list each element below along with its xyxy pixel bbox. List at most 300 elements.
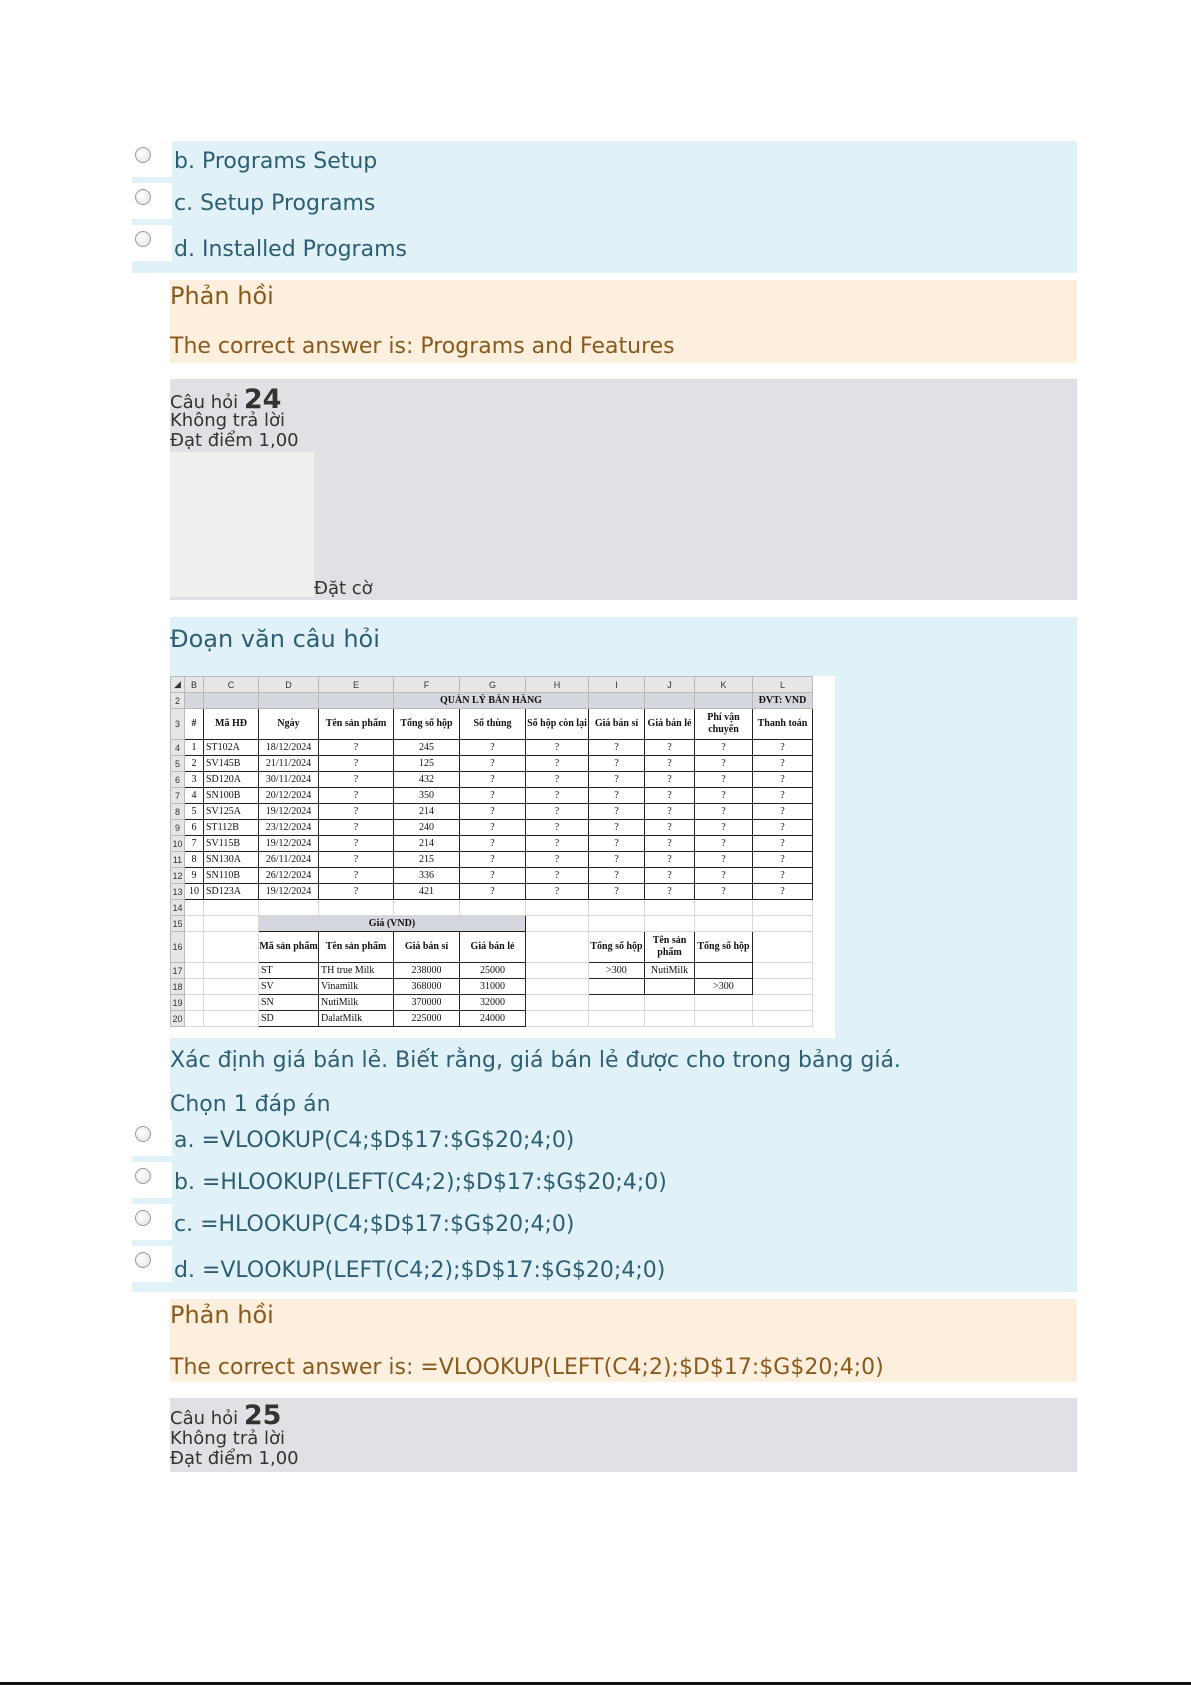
data-cell: ? (753, 820, 813, 836)
sheet-cell (204, 995, 259, 1011)
question-prompt: Xác định giá bán lẻ. Biết rằng, giá bán lẻ được cho trong bảng giá. (170, 1048, 901, 1073)
price-header: Mã sản phẩm (259, 932, 319, 963)
data-cell: ? (319, 836, 394, 852)
data-cell: 8 (185, 852, 204, 868)
stat-header: Tổng số hộp (589, 932, 645, 963)
radio-button[interactable] (135, 231, 151, 247)
data-cell: ? (645, 804, 695, 820)
data-cell: SV145B (204, 756, 259, 772)
sheet-cell (753, 963, 813, 979)
table-header: Ngày (259, 709, 319, 740)
sheet-cell (753, 979, 813, 995)
row-header: 13 (171, 884, 185, 900)
data-cell: 30/11/2024 (259, 772, 319, 788)
q23-option-b[interactable] (132, 141, 1077, 181)
question-score: Đạt điểm 1,00 (170, 1448, 299, 1469)
column-header: D (259, 677, 319, 693)
feedback-title: Phản hồi (170, 1301, 274, 1329)
q23-option-c[interactable] (132, 183, 1077, 223)
option-label: b. =HLOOKUP(LEFT(C4;2);$D$17:$G$20;4;0) (174, 1170, 667, 1195)
data-cell: ? (460, 788, 526, 804)
sheet-row (171, 1011, 813, 1027)
data-cell: ? (589, 788, 645, 804)
sheet-cell (319, 900, 394, 916)
stat-cell: NutiMilk (645, 963, 695, 979)
row-header: 8 (171, 804, 185, 820)
table-header: Tên sản phẩm (319, 709, 394, 740)
sheet-row (171, 916, 813, 932)
data-cell: 1 (185, 740, 204, 756)
flag-image[interactable] (170, 452, 314, 597)
sheet-cell (645, 916, 695, 932)
column-header: K (695, 677, 753, 693)
row-header: 15 (171, 916, 185, 932)
sheet-row (171, 772, 813, 788)
data-cell: ? (695, 772, 753, 788)
sheet-row (171, 979, 813, 995)
radio-cell (132, 183, 172, 219)
price-header: Giá bán lẻ (460, 932, 526, 963)
sheet-cell (753, 916, 813, 932)
data-cell: 245 (394, 740, 460, 756)
price-cell: 24000 (460, 1011, 526, 1027)
sheet-cell (319, 693, 394, 709)
question-text-title: Đoạn văn câu hỏi (170, 625, 380, 653)
sheet-cell (185, 995, 204, 1011)
data-cell: ? (526, 836, 589, 852)
data-cell: ? (526, 868, 589, 884)
data-cell: ? (753, 788, 813, 804)
data-cell: ? (753, 868, 813, 884)
question-status: Không trả lời (170, 1428, 286, 1449)
row-header: 11 (171, 852, 185, 868)
data-cell: 26/12/2024 (259, 868, 319, 884)
radio-cell (132, 1204, 172, 1240)
radio-cell (132, 1162, 172, 1198)
q24-answer-prompt (170, 1092, 1077, 1120)
price-cell: SD (259, 1011, 319, 1027)
row-header: 7 (171, 788, 185, 804)
sheet-cell (695, 995, 753, 1011)
sheet-row (171, 820, 813, 836)
stat-cell: >300 (695, 979, 753, 995)
price-cell: TH true Milk (319, 963, 394, 979)
radio-cell (132, 1246, 172, 1282)
data-cell: ? (319, 884, 394, 900)
radio-button[interactable] (135, 1168, 151, 1184)
data-cell: ? (589, 804, 645, 820)
sheet-cell (526, 932, 589, 963)
column-header: H (526, 677, 589, 693)
data-cell: ? (753, 884, 813, 900)
sheet-cell (259, 693, 319, 709)
question-number: 24 (243, 384, 282, 415)
data-cell: ? (526, 788, 589, 804)
data-cell: 18/12/2024 (259, 740, 319, 756)
row-header: 20 (171, 1011, 185, 1027)
data-cell: ? (460, 772, 526, 788)
sheet-corner: ◢ (171, 677, 185, 693)
data-cell: ? (695, 836, 753, 852)
table-header: Giá bán lẻ (645, 709, 695, 740)
data-cell: 10 (185, 884, 204, 900)
data-cell: ? (589, 756, 645, 772)
q24-info (170, 379, 1077, 600)
row-header: 2 (171, 693, 185, 709)
choose-one-label: Chọn 1 đáp án (170, 1092, 331, 1117)
option-label: c. =HLOOKUP(C4;$D$17:$G$20;4;0) (174, 1212, 575, 1237)
data-cell: 240 (394, 820, 460, 836)
sheet-row (171, 868, 813, 884)
data-cell: 21/11/2024 (259, 756, 319, 772)
q23-feedback (170, 280, 1077, 363)
data-cell: ? (460, 836, 526, 852)
data-cell: 432 (394, 772, 460, 788)
price-cell: 31000 (460, 979, 526, 995)
data-cell: ? (526, 852, 589, 868)
table-header: Tổng số hộp (394, 709, 460, 740)
sheet-row (171, 740, 813, 756)
price-cell: SN (259, 995, 319, 1011)
sheet-cell (695, 900, 753, 916)
column-header: G (460, 677, 526, 693)
sheet-cell (695, 1011, 753, 1027)
question-score: Đạt điểm 1,00 (170, 430, 299, 451)
data-cell: ? (319, 788, 394, 804)
radio-button[interactable] (135, 1252, 151, 1268)
sheet-cell (204, 979, 259, 995)
q24-option-d[interactable] (132, 1246, 1077, 1286)
sheet-cell (753, 900, 813, 916)
data-cell: ? (526, 820, 589, 836)
column-header: F (394, 677, 460, 693)
data-cell: ? (695, 820, 753, 836)
stat-cell (695, 963, 753, 979)
data-cell: ? (460, 820, 526, 836)
row-header: 12 (171, 868, 185, 884)
data-cell: ? (526, 804, 589, 820)
radio-cell (132, 225, 172, 261)
data-cell: 19/12/2024 (259, 884, 319, 900)
data-cell: ? (460, 852, 526, 868)
row-header: 6 (171, 772, 185, 788)
data-cell: SD120A (204, 772, 259, 788)
stat-header: Tên sản phẩm (645, 932, 695, 963)
data-cell: ? (319, 756, 394, 772)
sheet-cell (589, 693, 645, 709)
data-cell: ? (460, 884, 526, 900)
sheet-cell (185, 979, 204, 995)
data-cell: SN110B (204, 868, 259, 884)
sheet-cell (204, 693, 259, 709)
radio-button[interactable] (135, 189, 151, 205)
radio-button[interactable] (135, 1126, 151, 1142)
sheet-cell (526, 916, 589, 932)
column-header: E (319, 677, 394, 693)
stat-cell (589, 979, 645, 995)
data-cell: ? (695, 868, 753, 884)
sheet-unit: ĐVT: VND (753, 693, 813, 709)
price-cell: 368000 (394, 979, 460, 995)
stat-cell (645, 979, 695, 995)
sheet-cell (185, 693, 204, 709)
row-header: 16 (171, 932, 185, 963)
sheet-cell (185, 932, 204, 963)
data-cell: ? (695, 852, 753, 868)
option-label: c. Setup Programs (174, 191, 376, 216)
data-cell: ? (589, 852, 645, 868)
data-cell: 3 (185, 772, 204, 788)
data-cell: SD123A (204, 884, 259, 900)
data-cell: SV115B (204, 836, 259, 852)
option-label: d. =VLOOKUP(LEFT(C4;2);$D$17:$G$20;4;0) (174, 1258, 666, 1283)
data-cell: ? (319, 804, 394, 820)
sheet-cell (645, 693, 695, 709)
data-cell: ? (460, 868, 526, 884)
data-cell: ? (645, 788, 695, 804)
spreadsheet-table (170, 676, 813, 1027)
sheet-cell (589, 900, 645, 916)
sheet-cell (526, 979, 589, 995)
price-cell: 370000 (394, 995, 460, 1011)
sheet-cell (753, 995, 813, 1011)
column-header: I (589, 677, 645, 693)
feedback-text: The correct answer is: =VLOOKUP(LEFT(C4;2);$D$17:$G$20;4;0) (170, 1355, 884, 1380)
sheet-cell (204, 900, 259, 916)
sheet-cell (645, 995, 695, 1011)
data-cell: ? (319, 868, 394, 884)
data-cell: ? (645, 820, 695, 836)
sheet-cell (185, 963, 204, 979)
q24-feedback (170, 1299, 1077, 1382)
data-cell: ? (695, 788, 753, 804)
sheet-cell (204, 1011, 259, 1027)
data-cell: 9 (185, 868, 204, 884)
data-cell: ? (319, 772, 394, 788)
sheet-cell (185, 916, 204, 932)
row-header: 3 (171, 709, 185, 740)
data-cell: 2 (185, 756, 204, 772)
sheet-row (171, 932, 813, 963)
price-cell: DalatMilk (319, 1011, 394, 1027)
row-header: 14 (171, 900, 185, 916)
data-cell: ? (460, 804, 526, 820)
row-header: 19 (171, 995, 185, 1011)
price-header: Giá bán sỉ (394, 932, 460, 963)
data-cell: 421 (394, 884, 460, 900)
question-label-text: Câu hỏi (170, 1408, 239, 1429)
data-cell: 23/12/2024 (259, 820, 319, 836)
sheet-cell (526, 900, 589, 916)
radio-cell (132, 141, 172, 177)
flag-question-link[interactable]: Đặt cờ (314, 578, 373, 599)
sheet-row (171, 788, 813, 804)
data-cell: ? (526, 740, 589, 756)
sheet-cell (695, 916, 753, 932)
data-cell: ? (589, 868, 645, 884)
sheet-row (171, 884, 813, 900)
option-label: a. =VLOOKUP(C4;$D$17:$G$20;4;0) (174, 1128, 575, 1153)
sheet-title: QUẢN LÝ BÁN HÀNG (394, 693, 589, 709)
spreadsheet-image (170, 676, 835, 1038)
row-header: 17 (171, 963, 185, 979)
data-cell: ? (589, 740, 645, 756)
data-cell: ? (645, 756, 695, 772)
data-cell: 20/12/2024 (259, 788, 319, 804)
sheet-cell (204, 916, 259, 932)
price-cell: 225000 (394, 1011, 460, 1027)
data-cell: 6 (185, 820, 204, 836)
sheet-row (171, 756, 813, 772)
sheet-cell (204, 932, 259, 963)
price-cell: NutiMilk (319, 995, 394, 1011)
table-header: Phí vận chuyển (695, 709, 753, 740)
sheet-cell (185, 1011, 204, 1027)
price-cell: 25000 (460, 963, 526, 979)
data-cell: 350 (394, 788, 460, 804)
row-header: 4 (171, 740, 185, 756)
question-number: 25 (243, 1400, 282, 1431)
data-cell: ? (645, 836, 695, 852)
data-cell: ? (319, 820, 394, 836)
data-cell: 214 (394, 804, 460, 820)
sheet-row (171, 900, 813, 916)
data-cell: ? (695, 804, 753, 820)
sheet-cell (460, 900, 526, 916)
data-cell: ? (753, 804, 813, 820)
sheet-cell (753, 932, 813, 963)
feedback-text: The correct answer is: Programs and Features (170, 334, 675, 359)
data-cell: SV125A (204, 804, 259, 820)
q25-info (170, 1398, 1077, 1472)
column-header: C (204, 677, 259, 693)
question-label (170, 1400, 281, 1431)
sheet-cell (645, 1011, 695, 1027)
sheet-row (171, 804, 813, 820)
price-cell: Vinamilk (319, 979, 394, 995)
column-header: J (645, 677, 695, 693)
q24-option-b[interactable] (132, 1162, 1077, 1202)
data-cell: 4 (185, 788, 204, 804)
table-header: Số thùng (460, 709, 526, 740)
data-cell: 19/12/2024 (259, 836, 319, 852)
row-header: 9 (171, 820, 185, 836)
data-cell: ? (319, 740, 394, 756)
q23-option-d[interactable] (132, 225, 1077, 265)
price-cell: 238000 (394, 963, 460, 979)
sheet-cell (526, 1011, 589, 1027)
sheet-row (171, 963, 813, 979)
sheet-cell (589, 995, 645, 1011)
sheet-cell (645, 900, 695, 916)
data-cell: ? (589, 820, 645, 836)
sheet-row (171, 677, 813, 693)
row-header: 18 (171, 979, 185, 995)
data-cell: ? (753, 740, 813, 756)
data-cell: ? (460, 756, 526, 772)
sheet-row (171, 852, 813, 868)
stat-header: Tổng số hộp (695, 932, 753, 963)
table-header: # (185, 709, 204, 740)
data-cell: SN130A (204, 852, 259, 868)
data-cell: ? (589, 836, 645, 852)
data-cell: ? (695, 756, 753, 772)
data-cell: ? (753, 852, 813, 868)
data-cell: 336 (394, 868, 460, 884)
radio-button[interactable] (135, 147, 151, 163)
price-table-title: Giá (VND) (259, 916, 526, 932)
data-cell: ? (526, 772, 589, 788)
sheet-cell (753, 1011, 813, 1027)
q23-options (132, 141, 1077, 273)
data-cell: ? (589, 884, 645, 900)
sheet-cell (394, 900, 460, 916)
sheet-row (171, 995, 813, 1011)
sheet-row (171, 836, 813, 852)
data-cell: ? (695, 884, 753, 900)
table-header: Số hộp còn lại (526, 709, 589, 740)
sheet-cell (259, 900, 319, 916)
sheet-cell (589, 916, 645, 932)
data-cell: 125 (394, 756, 460, 772)
data-cell: 7 (185, 836, 204, 852)
q24-option-c[interactable] (132, 1204, 1077, 1244)
price-cell: ST (259, 963, 319, 979)
feedback-title: Phản hồi (170, 282, 274, 310)
row-header: 10 (171, 836, 185, 852)
table-header: Thanh toán (753, 709, 813, 740)
sheet-cell (695, 693, 753, 709)
data-cell: ST102A (204, 740, 259, 756)
data-cell: ? (460, 740, 526, 756)
q24-options (132, 1120, 1077, 1292)
table-header: Mã HĐ (204, 709, 259, 740)
data-cell: ? (753, 756, 813, 772)
price-cell: 32000 (460, 995, 526, 1011)
sheet-cell (526, 963, 589, 979)
column-header: B (185, 677, 204, 693)
option-label: b. Programs Setup (174, 149, 378, 174)
sheet-cell (185, 900, 204, 916)
data-cell: 19/12/2024 (259, 804, 319, 820)
data-cell: 5 (185, 804, 204, 820)
radio-button[interactable] (135, 1210, 151, 1226)
data-cell: ? (645, 884, 695, 900)
data-cell: ? (695, 740, 753, 756)
data-cell: ? (526, 884, 589, 900)
column-header: L (753, 677, 813, 693)
sheet-cell (526, 995, 589, 1011)
option-label: d. Installed Programs (174, 237, 407, 262)
row-header: 5 (171, 756, 185, 772)
price-header: Tên sản phẩm (319, 932, 394, 963)
table-header: Giá bán sỉ (589, 709, 645, 740)
data-cell: 214 (394, 836, 460, 852)
sheet-row (171, 709, 813, 740)
stat-cell: >300 (589, 963, 645, 979)
q24-option-a[interactable] (132, 1120, 1077, 1160)
sheet-row (171, 693, 813, 709)
data-cell: 215 (394, 852, 460, 868)
sheet-cell (204, 963, 259, 979)
data-cell: ? (645, 868, 695, 884)
data-cell: 26/11/2024 (259, 852, 319, 868)
data-cell: SN100B (204, 788, 259, 804)
question-status: Không trả lời (170, 410, 286, 431)
data-cell: ? (645, 852, 695, 868)
data-cell: ? (753, 836, 813, 852)
sheet-cell (589, 1011, 645, 1027)
